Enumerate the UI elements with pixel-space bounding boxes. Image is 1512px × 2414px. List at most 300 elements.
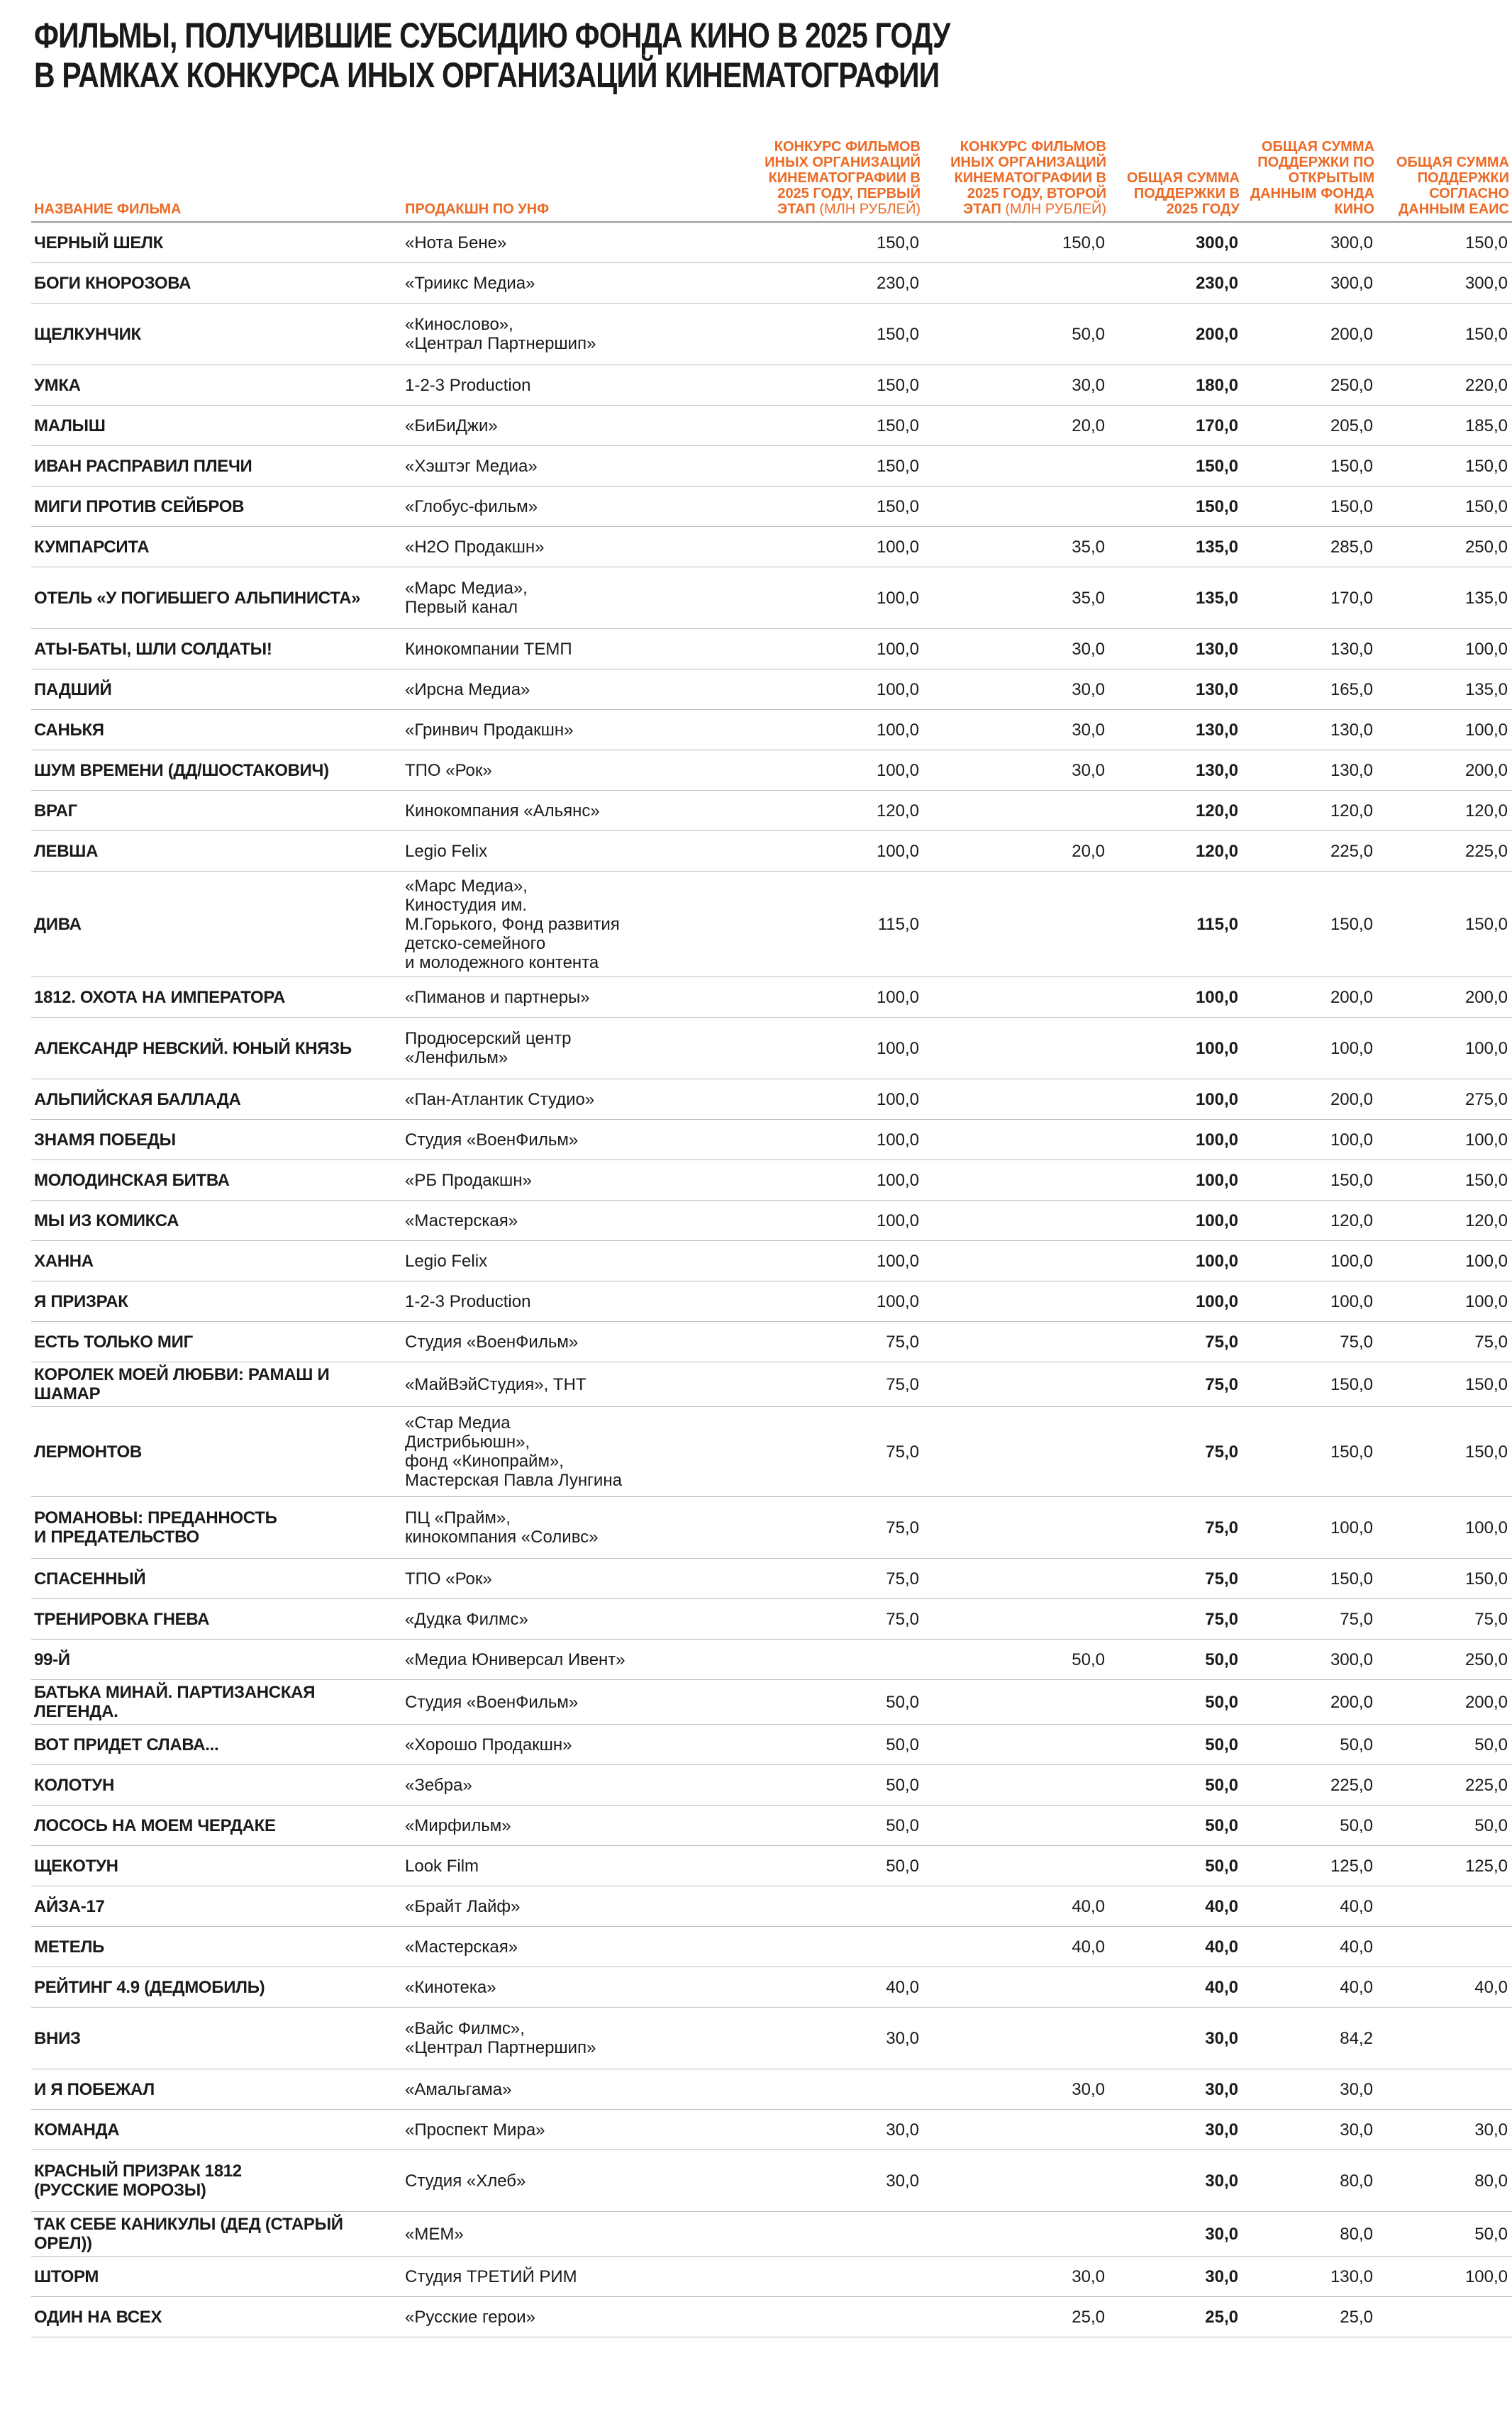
total-2025-cell: 25,0: [1109, 2297, 1243, 2337]
total-2025-cell: 30,0: [1109, 2257, 1243, 2297]
table-row: [31, 2257, 1512, 2297]
table-row: [31, 567, 1512, 629]
stage2-cell: [923, 1846, 1109, 1886]
film-name-cell: ПАДШИЙ: [31, 669, 402, 710]
total-2025-cell: 150,0: [1109, 446, 1243, 486]
stage1-cell: 230,0: [750, 263, 923, 304]
total-open-data-cell: 200,0: [1243, 1680, 1377, 1725]
table-row: [31, 1846, 1512, 1886]
total-eais-cell: 120,0: [1377, 1201, 1512, 1241]
total-2025-cell: 180,0: [1109, 365, 1243, 406]
total-eais-cell: 100,0: [1377, 710, 1512, 750]
total-2025-cell: 100,0: [1109, 1079, 1243, 1120]
film-name-cell: КРАСНЫЙ ПРИЗРАК 1812 (РУССКИЕ МОРОЗЫ): [31, 2150, 402, 2212]
stage2-cell: [923, 486, 1109, 527]
total-eais-cell: 275,0: [1377, 1079, 1512, 1120]
total-2025-cell: 75,0: [1109, 1559, 1243, 1599]
table-row: [31, 1725, 1512, 1765]
total-eais-cell: 250,0: [1377, 527, 1512, 567]
film-name-cell: 1812. ОХОТА НА ИМПЕРАТОРА: [31, 977, 402, 1018]
film-name-cell: УМКА: [31, 365, 402, 406]
total-open-data-cell: 30,0: [1243, 2069, 1377, 2110]
total-2025-cell: 120,0: [1109, 831, 1243, 872]
total-2025-cell: 50,0: [1109, 1680, 1243, 1725]
table-row: [31, 2297, 1512, 2337]
total-2025-cell: 130,0: [1109, 669, 1243, 710]
producer-cell: «Дудка Филмс»: [402, 1599, 750, 1640]
total-eais-cell: 225,0: [1377, 831, 1512, 872]
table-row: [31, 1886, 1512, 1927]
total-2025-cell: 50,0: [1109, 1806, 1243, 1846]
table-row: [31, 486, 1512, 527]
total-eais-cell: 120,0: [1377, 791, 1512, 831]
stage1-cell: 30,0: [750, 2150, 923, 2212]
total-open-data-cell: 84,2: [1243, 2008, 1377, 2069]
total-2025-cell: 75,0: [1109, 1322, 1243, 1362]
total-eais-cell: [1377, 2008, 1512, 2069]
header-stage2-unit: (МЛН РУБЛЕЙ): [1005, 201, 1106, 217]
header-total-open-data: ОБЩАЯ СУММА ПОДДЕРЖКИ ПО ОТКРЫТЫМ ДАННЫМ ФОНДА КИНО: [1243, 118, 1377, 222]
film-name-cell: ДИВА: [31, 872, 402, 977]
total-open-data-cell: 30,0: [1243, 2110, 1377, 2150]
stage2-cell: 35,0: [923, 527, 1109, 567]
stage2-cell: 30,0: [923, 365, 1109, 406]
total-open-data-cell: 150,0: [1243, 1160, 1377, 1201]
stage1-cell: 150,0: [750, 406, 923, 446]
total-eais-cell: 100,0: [1377, 629, 1512, 669]
total-eais-cell: [1377, 2069, 1512, 2110]
stage1-cell: 75,0: [750, 1599, 923, 1640]
film-name-cell: ЛЕРМОНТОВ: [31, 1407, 402, 1497]
total-eais-cell: 50,0: [1377, 1806, 1512, 1846]
producer-cell: «Нота Бене»: [402, 222, 750, 263]
film-name-cell: АЛЬПИЙСКАЯ БАЛЛАДА: [31, 1079, 402, 1120]
stage1-cell: 75,0: [750, 1407, 923, 1497]
stage1-cell: 50,0: [750, 1765, 923, 1806]
total-2025-cell: 30,0: [1109, 2069, 1243, 2110]
film-name-cell: ОДИН НА ВСЕХ: [31, 2297, 402, 2337]
total-2025-cell: 30,0: [1109, 2212, 1243, 2257]
producer-cell: «Стар Медиа Дистрибьюшн», фонд «Кинопрайм», Мастерская Павла Лунгина: [402, 1407, 750, 1497]
film-name-cell: ЩЕЛКУНЧИК: [31, 304, 402, 365]
stage2-cell: 30,0: [923, 710, 1109, 750]
table-row: [31, 2008, 1512, 2069]
film-name-cell: ВРАГ: [31, 791, 402, 831]
stage1-cell: [750, 1640, 923, 1680]
total-eais-cell: 150,0: [1377, 1559, 1512, 1599]
stage2-cell: [923, 1120, 1109, 1160]
total-2025-cell: 100,0: [1109, 1241, 1243, 1281]
film-name-cell: МЕТЕЛЬ: [31, 1927, 402, 1967]
producer-cell: «Мастерская»: [402, 1201, 750, 1241]
producer-cell: «Зебра»: [402, 1765, 750, 1806]
total-open-data-cell: 150,0: [1243, 486, 1377, 527]
total-open-data-cell: 300,0: [1243, 1640, 1377, 1680]
stage2-cell: [923, 2110, 1109, 2150]
total-2025-cell: 200,0: [1109, 304, 1243, 365]
stage2-cell: 30,0: [923, 629, 1109, 669]
producer-cell: 1-2-3 Production: [402, 1281, 750, 1322]
producer-cell: «Марс Медиа», Киностудия им. М.Горького, Фонд развития детско-семейного и молодежного контента: [402, 872, 750, 977]
stage2-cell: [923, 977, 1109, 1018]
header-stage2: [923, 118, 1109, 222]
stage2-cell: 30,0: [923, 750, 1109, 791]
total-eais-cell: 100,0: [1377, 1497, 1512, 1559]
total-open-data-cell: 150,0: [1243, 1407, 1377, 1497]
stage2-cell: [923, 1322, 1109, 1362]
producer-cell: Студия «Хлеб»: [402, 2150, 750, 2212]
producer-cell: Кинокомпания «Альянс»: [402, 791, 750, 831]
film-name-cell: МАЛЫШ: [31, 406, 402, 446]
total-2025-cell: 30,0: [1109, 2150, 1243, 2212]
table-row: [31, 791, 1512, 831]
header-stage1-unit: (МЛН РУБЛЕЙ): [819, 201, 921, 217]
total-open-data-cell: 80,0: [1243, 2150, 1377, 2212]
producer-cell: «Гринвич Продакшн»: [402, 710, 750, 750]
stage1-cell: 100,0: [750, 1079, 923, 1120]
producer-cell: «Н2О Продакшн»: [402, 527, 750, 567]
table-row: [31, 2110, 1512, 2150]
total-open-data-cell: 225,0: [1243, 831, 1377, 872]
total-open-data-cell: 40,0: [1243, 1967, 1377, 2008]
film-name-cell: БАТЬКА МИНАЙ. ПАРТИЗАНСКАЯ ЛЕГЕНДА.: [31, 1680, 402, 1725]
producer-cell: «Медиа Юниверсал Ивент»: [402, 1640, 750, 1680]
film-name-cell: КУМПАРСИТА: [31, 527, 402, 567]
stage1-cell: 75,0: [750, 1559, 923, 1599]
film-name-cell: ВНИЗ: [31, 2008, 402, 2069]
total-open-data-cell: 25,0: [1243, 2297, 1377, 2337]
total-2025-cell: 115,0: [1109, 872, 1243, 977]
total-open-data-cell: 150,0: [1243, 446, 1377, 486]
table-row: [31, 2069, 1512, 2110]
producer-cell: ТПО «Рок»: [402, 750, 750, 791]
producer-cell: «РБ Продакшн»: [402, 1160, 750, 1201]
stage1-cell: 30,0: [750, 2008, 923, 2069]
total-2025-cell: 40,0: [1109, 1967, 1243, 2008]
total-eais-cell: 125,0: [1377, 1846, 1512, 1886]
producer-cell: «МЕМ»: [402, 2212, 750, 2257]
table-row: [31, 304, 1512, 365]
table-row: [31, 1599, 1512, 1640]
total-open-data-cell: 40,0: [1243, 1886, 1377, 1927]
stage2-cell: [923, 1765, 1109, 1806]
total-eais-cell: 75,0: [1377, 1599, 1512, 1640]
stage1-cell: 100,0: [750, 1018, 923, 1079]
total-2025-cell: 75,0: [1109, 1362, 1243, 1407]
producer-cell: Legio Felix: [402, 831, 750, 872]
total-open-data-cell: 165,0: [1243, 669, 1377, 710]
table-row: [31, 669, 1512, 710]
stage1-cell: 115,0: [750, 872, 923, 977]
table-row: [31, 1120, 1512, 1160]
total-open-data-cell: 170,0: [1243, 567, 1377, 629]
total-eais-cell: 150,0: [1377, 222, 1512, 263]
stage2-cell: [923, 1281, 1109, 1322]
stage1-cell: 100,0: [750, 629, 923, 669]
total-2025-cell: 100,0: [1109, 1018, 1243, 1079]
stage1-cell: 75,0: [750, 1362, 923, 1407]
total-open-data-cell: 150,0: [1243, 872, 1377, 977]
total-2025-cell: 50,0: [1109, 1640, 1243, 1680]
stage1-cell: 120,0: [750, 791, 923, 831]
total-2025-cell: 130,0: [1109, 750, 1243, 791]
total-2025-cell: 300,0: [1109, 222, 1243, 263]
table-row: [31, 1322, 1512, 1362]
total-eais-cell: 100,0: [1377, 1120, 1512, 1160]
table-row: [31, 1018, 1512, 1079]
film-name-cell: И Я ПОБЕЖАЛ: [31, 2069, 402, 2110]
producer-cell: «Триикс Медиа»: [402, 263, 750, 304]
stage2-cell: 30,0: [923, 2069, 1109, 2110]
stage2-cell: [923, 1725, 1109, 1765]
stage1-cell: 100,0: [750, 831, 923, 872]
total-open-data-cell: 40,0: [1243, 1927, 1377, 1967]
stage2-cell: 30,0: [923, 2257, 1109, 2297]
total-open-data-cell: 100,0: [1243, 1241, 1377, 1281]
table-row: [31, 446, 1512, 486]
producer-cell: «Вайс Филмс», «Централ Партнершип»: [402, 2008, 750, 2069]
total-eais-cell: 185,0: [1377, 406, 1512, 446]
stage2-cell: [923, 1806, 1109, 1846]
total-open-data-cell: 75,0: [1243, 1599, 1377, 1640]
total-2025-cell: 130,0: [1109, 629, 1243, 669]
total-2025-cell: 40,0: [1109, 1927, 1243, 1967]
stage2-cell: [923, 1201, 1109, 1241]
stage1-cell: 100,0: [750, 1281, 923, 1322]
stage2-cell: [923, 1599, 1109, 1640]
stage2-cell: 20,0: [923, 406, 1109, 446]
table-row: [31, 1806, 1512, 1846]
film-name-cell: САНЬКЯ: [31, 710, 402, 750]
stage2-cell: [923, 1559, 1109, 1599]
film-name-cell: 99-Й: [31, 1640, 402, 1680]
table-row: [31, 1559, 1512, 1599]
producer-cell: «Русские герои»: [402, 2297, 750, 2337]
stage1-cell: 100,0: [750, 1241, 923, 1281]
table-row: [31, 1079, 1512, 1120]
producer-cell: «Пан-Атлантик Студио»: [402, 1079, 750, 1120]
total-open-data-cell: 200,0: [1243, 1079, 1377, 1120]
stage1-cell: 150,0: [750, 304, 923, 365]
table-row: [31, 1201, 1512, 1241]
film-name-cell: МЫ ИЗ КОМИКСА: [31, 1201, 402, 1241]
stage2-cell: 20,0: [923, 831, 1109, 872]
table-row: [31, 1765, 1512, 1806]
stage2-cell: [923, 1967, 1109, 2008]
stage2-cell: [923, 1680, 1109, 1725]
film-name-cell: МОЛОДИНСКАЯ БИТВА: [31, 1160, 402, 1201]
stage1-cell: [750, 2212, 923, 2257]
stage1-cell: 100,0: [750, 1201, 923, 1241]
total-2025-cell: 75,0: [1109, 1497, 1243, 1559]
producer-cell: Студия «ВоенФильм»: [402, 1120, 750, 1160]
producer-cell: «Хэштэг Медиа»: [402, 446, 750, 486]
stage2-cell: [923, 1160, 1109, 1201]
total-2025-cell: 40,0: [1109, 1886, 1243, 1927]
total-eais-cell: 250,0: [1377, 1640, 1512, 1680]
header-total-2025: ОБЩАЯ СУММА ПОДДЕРЖКИ В 2025 ГОДУ: [1109, 118, 1243, 222]
total-2025-cell: 130,0: [1109, 710, 1243, 750]
film-name-cell: КОЛОТУН: [31, 1765, 402, 1806]
producer-cell: «Глобус-фильм»: [402, 486, 750, 527]
producer-cell: ТПО «Рок»: [402, 1559, 750, 1599]
film-name-cell: АЙЗА-17: [31, 1886, 402, 1927]
stage1-cell: 50,0: [750, 1846, 923, 1886]
film-name-cell: ХАННА: [31, 1241, 402, 1281]
stage1-cell: [750, 1886, 923, 1927]
stage2-cell: [923, 791, 1109, 831]
total-eais-cell: 200,0: [1377, 750, 1512, 791]
table-row: [31, 1497, 1512, 1559]
film-name-cell: КОМАНДА: [31, 2110, 402, 2150]
stage1-cell: 30,0: [750, 2110, 923, 2150]
film-name-cell: ШУМ ВРЕМЕНИ (ДД/ШОСТАКОВИЧ): [31, 750, 402, 791]
total-open-data-cell: 100,0: [1243, 1497, 1377, 1559]
stage1-cell: 100,0: [750, 977, 923, 1018]
total-open-data-cell: 75,0: [1243, 1322, 1377, 1362]
stage2-cell: [923, 1018, 1109, 1079]
stage2-cell: 50,0: [923, 1640, 1109, 1680]
producer-cell: «Кинослово», «Централ Партнершип»: [402, 304, 750, 365]
total-open-data-cell: 50,0: [1243, 1725, 1377, 1765]
total-eais-cell: 150,0: [1377, 304, 1512, 365]
stage1-cell: 100,0: [750, 567, 923, 629]
title-line-2: В РАМКАХ КОНКУРСА ИНЫХ ОРГАНИЗАЦИЙ КИНЕМАТОГРАФИИ: [34, 55, 940, 95]
total-eais-cell: 225,0: [1377, 1765, 1512, 1806]
stage2-cell: [923, 1497, 1109, 1559]
stage2-cell: 30,0: [923, 669, 1109, 710]
film-name-cell: ЧЕРНЫЙ ШЕЛК: [31, 222, 402, 263]
producer-cell: Студия «ВоенФильм»: [402, 1322, 750, 1362]
total-2025-cell: 120,0: [1109, 791, 1243, 831]
film-name-cell: АТЫ-БАТЫ, ШЛИ СОЛДАТЫ!: [31, 629, 402, 669]
stage1-cell: 100,0: [750, 1120, 923, 1160]
film-name-cell: МИГИ ПРОТИВ СЕЙБРОВ: [31, 486, 402, 527]
stage1-cell: [750, 1927, 923, 1967]
total-eais-cell: 50,0: [1377, 2212, 1512, 2257]
total-eais-cell: 150,0: [1377, 1362, 1512, 1407]
table-row: [31, 1640, 1512, 1680]
total-open-data-cell: 120,0: [1243, 1201, 1377, 1241]
header-stage1-text: КОНКУРС ФИЛЬМОВ ИНЫХ ОРГАНИЗАЦИЙ КИНЕМАТОГРАФИИ В 2025 ГОДУ, ПЕРВЫЙ ЭТАП: [765, 139, 921, 217]
stage1-cell: 150,0: [750, 486, 923, 527]
total-eais-cell: 200,0: [1377, 1680, 1512, 1725]
film-name-cell: ЗНАМЯ ПОБЕДЫ: [31, 1120, 402, 1160]
table-row: [31, 222, 1512, 263]
table-row: [31, 1362, 1512, 1407]
total-open-data-cell: 300,0: [1243, 263, 1377, 304]
total-open-data-cell: 250,0: [1243, 365, 1377, 406]
producer-cell: Студия ТРЕТИЙ РИМ: [402, 2257, 750, 2297]
total-eais-cell: 30,0: [1377, 2110, 1512, 2150]
total-2025-cell: 170,0: [1109, 406, 1243, 446]
total-2025-cell: 100,0: [1109, 1120, 1243, 1160]
stage1-cell: 150,0: [750, 446, 923, 486]
total-open-data-cell: 130,0: [1243, 710, 1377, 750]
stage2-cell: [923, 263, 1109, 304]
film-name-cell: ВОТ ПРИДЕТ СЛАВА...: [31, 1725, 402, 1765]
stage2-cell: 50,0: [923, 304, 1109, 365]
total-open-data-cell: 130,0: [1243, 629, 1377, 669]
producer-cell: Продюсерский центр «Ленфильм»: [402, 1018, 750, 1079]
producer-cell: Кинокомпании ТЕМП: [402, 629, 750, 669]
subsidy-table: [31, 118, 1512, 2337]
stage1-cell: 75,0: [750, 1497, 923, 1559]
table-row: [31, 365, 1512, 406]
total-2025-cell: 100,0: [1109, 977, 1243, 1018]
total-eais-cell: 50,0: [1377, 1725, 1512, 1765]
table-row: [31, 831, 1512, 872]
stage2-cell: [923, 872, 1109, 977]
total-open-data-cell: 150,0: [1243, 1362, 1377, 1407]
stage1-cell: 50,0: [750, 1806, 923, 1846]
total-open-data-cell: 225,0: [1243, 1765, 1377, 1806]
producer-cell: «МайВэйСтудия», ТНТ: [402, 1362, 750, 1407]
film-name-cell: ОТЕЛЬ «У ПОГИБШЕГО АЛЬПИНИСТА»: [31, 567, 402, 629]
film-name-cell: ШТОРМ: [31, 2257, 402, 2297]
total-open-data-cell: 200,0: [1243, 977, 1377, 1018]
total-open-data-cell: 130,0: [1243, 750, 1377, 791]
total-2025-cell: 135,0: [1109, 567, 1243, 629]
stage1-cell: 50,0: [750, 1725, 923, 1765]
stage1-cell: [750, 2257, 923, 2297]
total-open-data-cell: 205,0: [1243, 406, 1377, 446]
total-eais-cell: 220,0: [1377, 365, 1512, 406]
film-name-cell: РОМАНОВЫ: ПРЕДАННОСТЬ И ПРЕДАТЕЛЬСТВО: [31, 1497, 402, 1559]
film-name-cell: ЩЕКОТУН: [31, 1846, 402, 1886]
total-open-data-cell: 80,0: [1243, 2212, 1377, 2257]
table-header: [31, 118, 1512, 222]
total-eais-cell: 100,0: [1377, 2257, 1512, 2297]
total-2025-cell: 135,0: [1109, 527, 1243, 567]
total-open-data-cell: 285,0: [1243, 527, 1377, 567]
table-row: [31, 1927, 1512, 1967]
table-row: [31, 2150, 1512, 2212]
stage2-cell: [923, 1362, 1109, 1407]
table-row: [31, 1160, 1512, 1201]
producer-cell: «Брайт Лайф»: [402, 1886, 750, 1927]
table-row: [31, 2212, 1512, 2257]
total-eais-cell: [1377, 1927, 1512, 1967]
total-eais-cell: 80,0: [1377, 2150, 1512, 2212]
table-row: [31, 629, 1512, 669]
page-title: [34, 16, 950, 95]
total-eais-cell: [1377, 2297, 1512, 2337]
producer-cell: «Ирсна Медиа»: [402, 669, 750, 710]
stage1-cell: 150,0: [750, 365, 923, 406]
film-name-cell: Я ПРИЗРАК: [31, 1281, 402, 1322]
table-row: [31, 1407, 1512, 1497]
total-2025-cell: 30,0: [1109, 2008, 1243, 2069]
total-eais-cell: [1377, 1886, 1512, 1927]
total-2025-cell: 50,0: [1109, 1765, 1243, 1806]
stage2-cell: [923, 2212, 1109, 2257]
stage1-cell: 100,0: [750, 669, 923, 710]
total-eais-cell: 75,0: [1377, 1322, 1512, 1362]
stage1-cell: 50,0: [750, 1680, 923, 1725]
stage2-cell: [923, 1407, 1109, 1497]
producer-cell: «Проспект Мира»: [402, 2110, 750, 2150]
stage1-cell: 100,0: [750, 527, 923, 567]
total-eais-cell: 135,0: [1377, 567, 1512, 629]
total-eais-cell: 100,0: [1377, 1241, 1512, 1281]
total-eais-cell: 150,0: [1377, 1407, 1512, 1497]
producer-cell: Студия «ВоенФильм»: [402, 1680, 750, 1725]
total-2025-cell: 50,0: [1109, 1725, 1243, 1765]
producer-cell: «Пиманов и партнеры»: [402, 977, 750, 1018]
total-2025-cell: 150,0: [1109, 486, 1243, 527]
producer-cell: «Амальгама»: [402, 2069, 750, 2110]
